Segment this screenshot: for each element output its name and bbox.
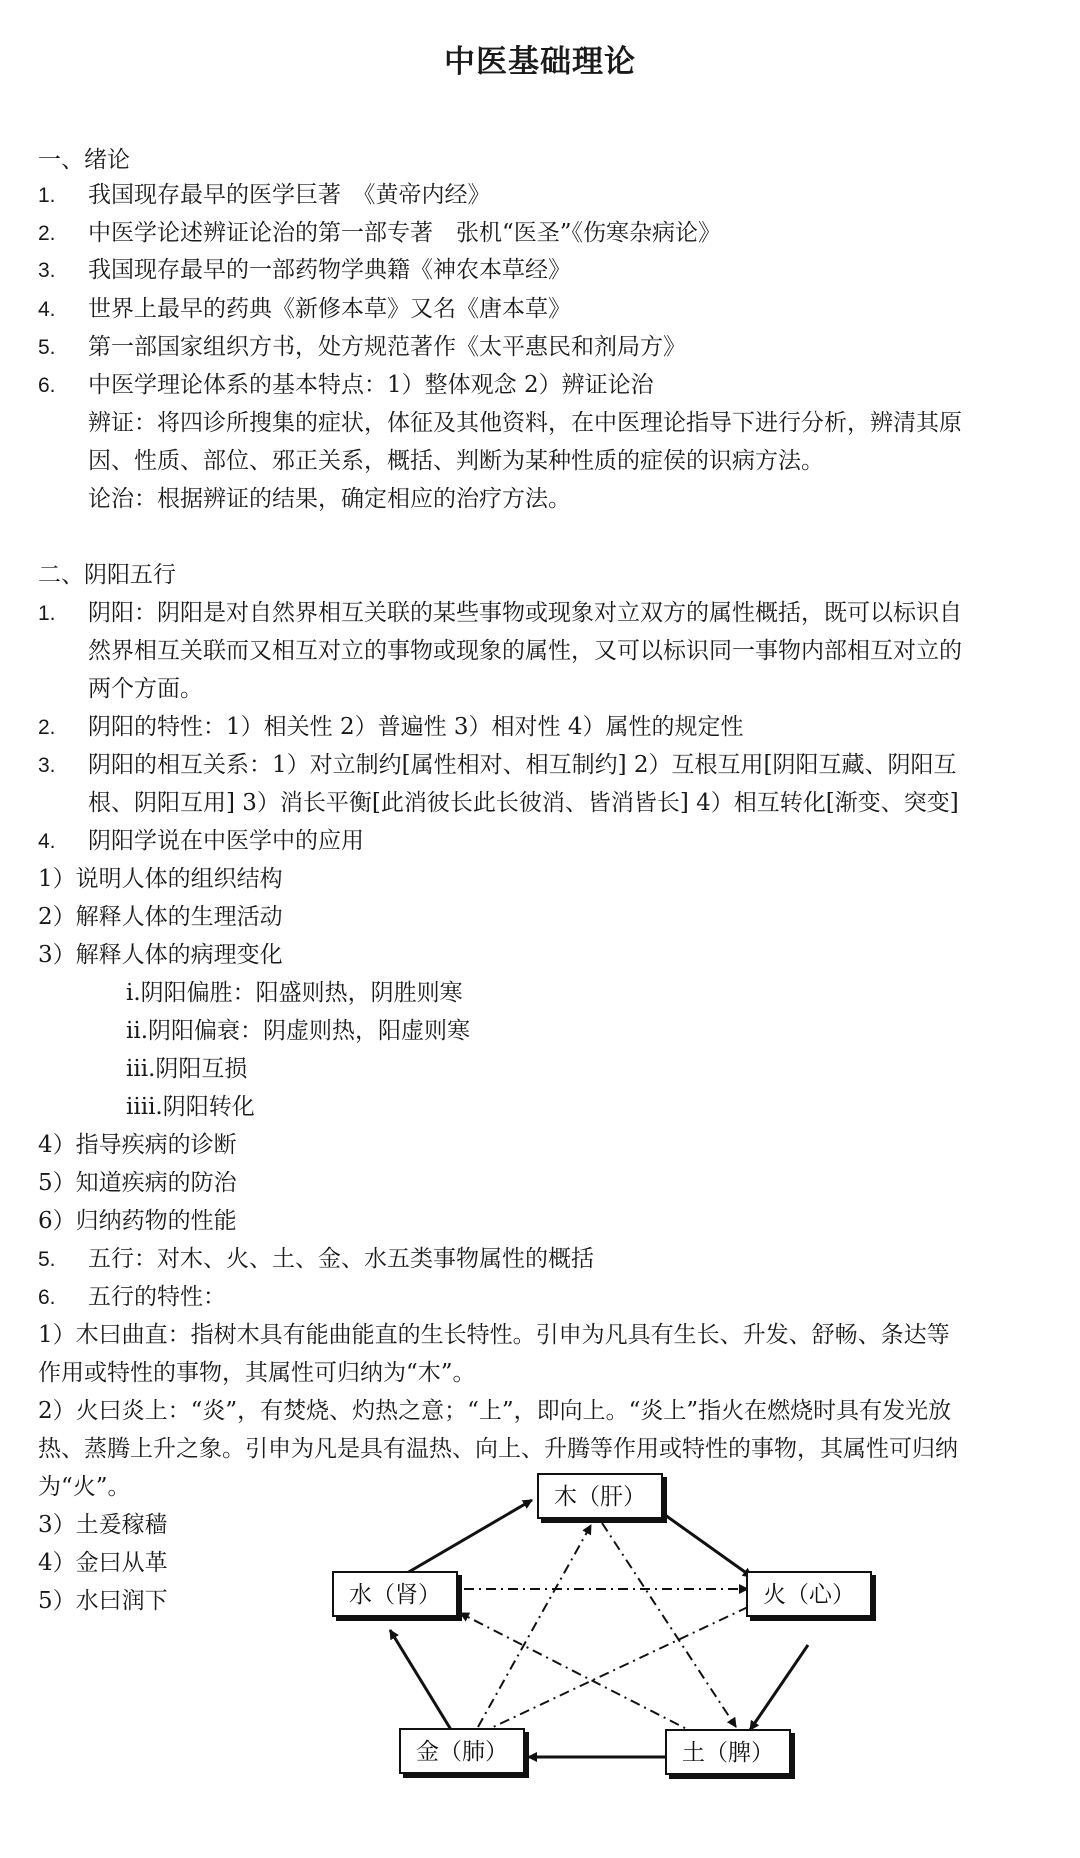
controlling-arrow-fire-metal — [472, 1607, 748, 1737]
application-item: 5）知道疾病的防治 — [38, 1170, 237, 1196]
node-metal — [400, 1729, 529, 1778]
metal-property: 4）金曰从革 — [38, 1550, 168, 1576]
section-heading-intro: 一、绪论 — [38, 147, 130, 173]
list-number: 4. — [38, 298, 56, 321]
controlling-arrow-earth-water — [460, 1613, 718, 1745]
application-item: 1）说明人体的组织结构 — [38, 866, 283, 892]
application-item: 2）解释人体的生理活动 — [38, 904, 283, 930]
list-number: 4. — [38, 830, 56, 853]
yinyang-definition-line2: 然界相互关联而又相互对立的事物或现象的属性，又可以标识同一事物内部相互对立的 — [88, 638, 962, 664]
application-item: 4）指导疾病的诊断 — [38, 1132, 237, 1158]
fire-property-line3: 为“火”。 — [38, 1474, 131, 1500]
list-number: 1. — [38, 602, 56, 625]
generating-arrow-metal-water — [390, 1630, 453, 1733]
five-elements-diagram — [320, 1465, 880, 1795]
list-number: 2. — [38, 716, 56, 739]
node-metal-label: 金（肺） — [416, 1739, 508, 1765]
application-item: 3）解释人体的病理变化 — [38, 942, 283, 968]
list-item: 五行的特性： — [88, 1284, 226, 1310]
node-water-label: 水（肾） — [349, 1582, 441, 1608]
lunzhi-definition: 论治：根据辨证的结果，确定相应的治疗方法。 — [88, 486, 571, 512]
list-number: 5. — [38, 1248, 56, 1271]
node-wood-label: 木（肝） — [554, 1484, 646, 1510]
node-earth — [666, 1730, 795, 1779]
node-fire-label: 火（心） — [763, 1582, 855, 1608]
yinyang-definition-line1: 阴阳：阴阳是对自然界相互关联的某些事物或现象对立双方的属性概括，既可以标识自 — [88, 600, 962, 626]
fire-property-line2: 热、蒸腾上升之象。引申为凡是具有温热、向上、升腾等作用或特性的事物，其属性可归纳 — [38, 1436, 958, 1462]
node-earth-label: 土（脾） — [682, 1740, 774, 1766]
section-heading-yinyang: 二、阴阳五行 — [38, 562, 176, 588]
wood-property-line2: 作用或特性的事物，其属性可归纳为“木”。 — [38, 1360, 476, 1386]
wood-property-line1: 1）木曰曲直：指树木具有能曲能直的生长特性。引申为凡具有生长、升发、舒畅、条达等 — [38, 1322, 950, 1348]
list-item: 五行：对木、火、土、金、水五类事物属性的概括 — [88, 1246, 594, 1272]
controlling-arrow-metal-wood — [478, 1525, 591, 1727]
generating-arrow-fire-earth — [750, 1645, 808, 1730]
list-number: 6. — [38, 1286, 56, 1309]
application-item: 6）归纳药物的性能 — [38, 1208, 237, 1234]
list-number: 2. — [38, 222, 56, 245]
pathology-subitem: ii.阴阳偏衰：阴虚则热，阳虚则寒 — [126, 1018, 471, 1044]
controlling-arrow-wood-earth — [602, 1523, 736, 1727]
list-number: 6. — [38, 374, 56, 397]
list-number: 3. — [38, 754, 56, 777]
fire-property-line1: 2）火曰炎上：“炎”，有焚烧、灼热之意；“上”，即向上。“炎上”指火在燃烧时具有发光放 — [38, 1398, 952, 1424]
generating-arrow-water-wood — [395, 1500, 532, 1580]
list-item: 中医学理论体系的基本特点：1）整体观念 2）辨证论治 — [88, 372, 654, 398]
list-item: 我国现存最早的一部药物学典籍《神农本草经》 — [88, 257, 571, 283]
node-fire — [747, 1572, 876, 1621]
generating-arrow-wood-fire — [665, 1515, 752, 1577]
yinyang-relations-line2: 根、阴阳互用] 3）消长平衡[此消彼长此长彼消、皆消皆长] 4）相互转化[渐变、突变] — [88, 790, 959, 816]
yinyang-relations-line1: 阴阳的相互关系：1）对立制约[属性相对、相互制约] 2）互根互用[阴阳互藏、阴阳互 — [88, 752, 957, 778]
bianzheng-definition-line2: 因、性质、部位、邪正关系，概括、判断为某种性质的症侯的识病方法。 — [88, 448, 824, 474]
water-property: 5）水曰润下 — [38, 1588, 168, 1614]
list-number: 5. — [38, 336, 56, 359]
list-item: 第一部国家组织方书，处方规范著作《太平惠民和剂局方》 — [88, 334, 686, 360]
list-item: 世界上最早的药典《新修本草》又名《唐本草》 — [88, 296, 571, 322]
list-number: 3. — [38, 259, 56, 282]
bianzheng-definition-line1: 辨证：将四诊所搜集的症状，体征及其他资料，在中医理论指导下进行分析，辨清其原 — [88, 410, 962, 436]
pathology-subitem: i.阴阳偏胜：阳盛则热，阴胜则寒 — [126, 980, 463, 1006]
earth-property: 3）土爰稼穑 — [38, 1512, 168, 1538]
list-number: 1. — [38, 184, 56, 207]
pathology-subitem: iiii.阴阳转化 — [126, 1094, 255, 1120]
yinyang-definition-line3: 两个方面。 — [88, 676, 203, 702]
list-item: 阴阳的特性：1）相关性 2）普遍性 3）相对性 4）属性的规定性 — [88, 714, 744, 740]
node-water — [333, 1572, 462, 1621]
page-title: 中医基础理论 — [444, 44, 636, 80]
list-item: 中医学论述辨证论治的第一部专著 张机“医圣”《伤寒杂病论》 — [88, 220, 722, 246]
node-wood — [538, 1474, 667, 1523]
pathology-subitem: iii.阴阳互损 — [126, 1056, 248, 1082]
list-item: 阴阳学说在中医学中的应用 — [88, 828, 364, 854]
list-item: 我国现存最早的医学巨著 《黄帝内经》 — [88, 182, 491, 208]
